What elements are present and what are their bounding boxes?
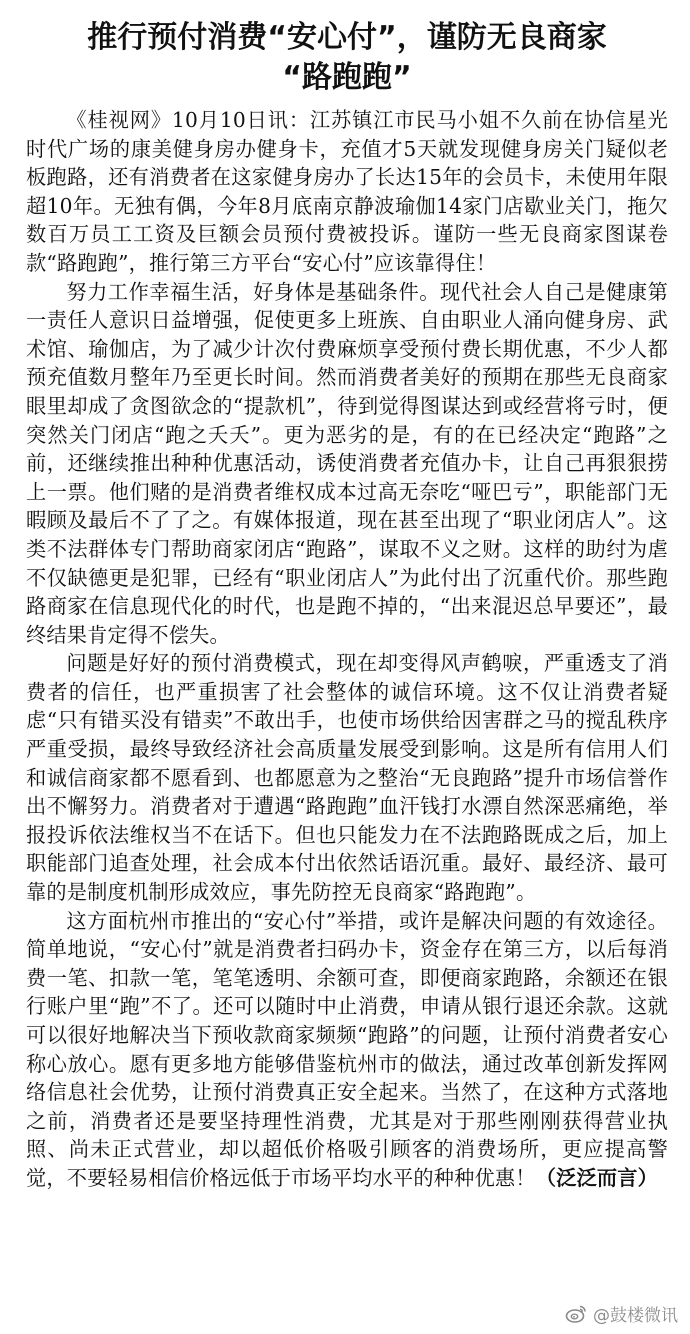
watermark-text: @鼓楼微讯	[593, 1306, 678, 1326]
headline	[26, 18, 668, 98]
watermark	[565, 1301, 678, 1326]
weibo-icon	[565, 1303, 587, 1325]
paragraph: 问题是好好的预付消费模式，现在却变得风声鹤唳，严重透支了消费者的信任，也严重损害了社会整体的诚信环境。这不仅让消费者疑虑“只有错买没有错卖”不敢出手，也使市场供给因害群之马的搅乱秩序严重受损，最终导致经济社会高质量发展受到影响。这是所有信用人们和诚信商家都不愿看到、也都愿意为之整治“无良跑路”提升市场信誉作出不懈努力。消费者对于遭遇“路跑跑”血汗钱打水漂自然深恶痛绝，举报投诉依法维权当不在话下。但也只能发力在不法跑路既成之后，加上职能部门追查处理，社会成本付出依然话语沉重。最好、最经济、最可靠的是制度机制形成效应，事先防控无良商家“路跑跑”。	[26, 651, 668, 905]
paragraph: 《桂视网》10月10日讯：江苏镇江市民马小姐不久前在协信星光时代广场的康美健身房办健身卡，充值才5天就发现健身房关门疑似老板跑路，还有消费者在这家健身房办了长达15年的会员卡，未使用年限超10年。无独有偶，今年8月底南京静波瑜伽14家门店歇业关门，拖欠数百万员工工资及巨额会员预付费被投诉。谨防一些无良商家图谋卷款“路跑跑”，推行第三方平台“安心付”应该靠得住！	[26, 108, 668, 275]
paragraph	[26, 907, 668, 1193]
paragraph: 努力工作幸福生活，好身体是基础条件。现代社会人自己是健康第一责任人意识日益增强，促使更多上班族、自由职业人涌向健身房、武术馆、瑜伽店，为了减少计次付费麻烦享受预付费长期优惠，不少人都预充值数月整年乃至更长时间。然而消费者美好的预期在那些无良商家眼里却成了贪图欲念的“提款机”，待到觉得图谋达到或经营将亏时，便突然关门闭店“跑之夭夭”。更为恶劣的是，有的在已经决定“跑路”之前，还继续推出种种优惠活动，诱使消费者充值办卡，让自己再狠狠捞上一票。他们赌的是消费者维权成本过高无奈吃“哑巴亏”，职能部门无暇顾及最后不了了之。有媒体报道，现在甚至出现了“职业闭店人”。这类不法群体专门帮助商家闭店“跑路”，谋取不义之财。这样的助纣为虐不仅缺德更是犯罪，已经有“职业闭店人”为此付出了沉重代价。那些跑路商家在信息现代化的时代，也是跑不掉的，“出来混迟总早要还”，最终结果肯定得不偿失。	[26, 279, 668, 647]
headline-line-2: “路跑跑”	[282, 60, 412, 95]
paragraph-text: 这方面杭州市推出的“安心付”举措，或许是解决问题的有效途径。简单地说，“安心付”就是消费者扫码办卡，资金存在第三方，以后每消费一笔、扣款一笔，笔笔透明、余额可查，即便商家跑路，余额还在银行账户里“跑”不了。还可以随时中止消费，申请从银行退还余款。这就可以很好地解决当下预收款商家频频“跑路”的问题，让预付消费者安心称心放心。愿有更多地方能够借鉴杭州市的做法，通过改革创新发挥网络信息社会优势，让预付消费真正安全起来。当然了，在这种方式落地之前，消费者还是要坚持理性消费，尤其是对于那些刚刚获得营业执照、尚未正式营业，却以超低价格吸引顾客的消费场所，更应提高警觉，不要轻易相信价格远低于市场平均水平的种种优惠！	[26, 908, 668, 1190]
article-body	[26, 106, 668, 1193]
headline-line-1: 推行预付消费“安心付”，谨防无良商家	[87, 20, 607, 55]
signoff: （泛泛而言）	[535, 1165, 659, 1190]
